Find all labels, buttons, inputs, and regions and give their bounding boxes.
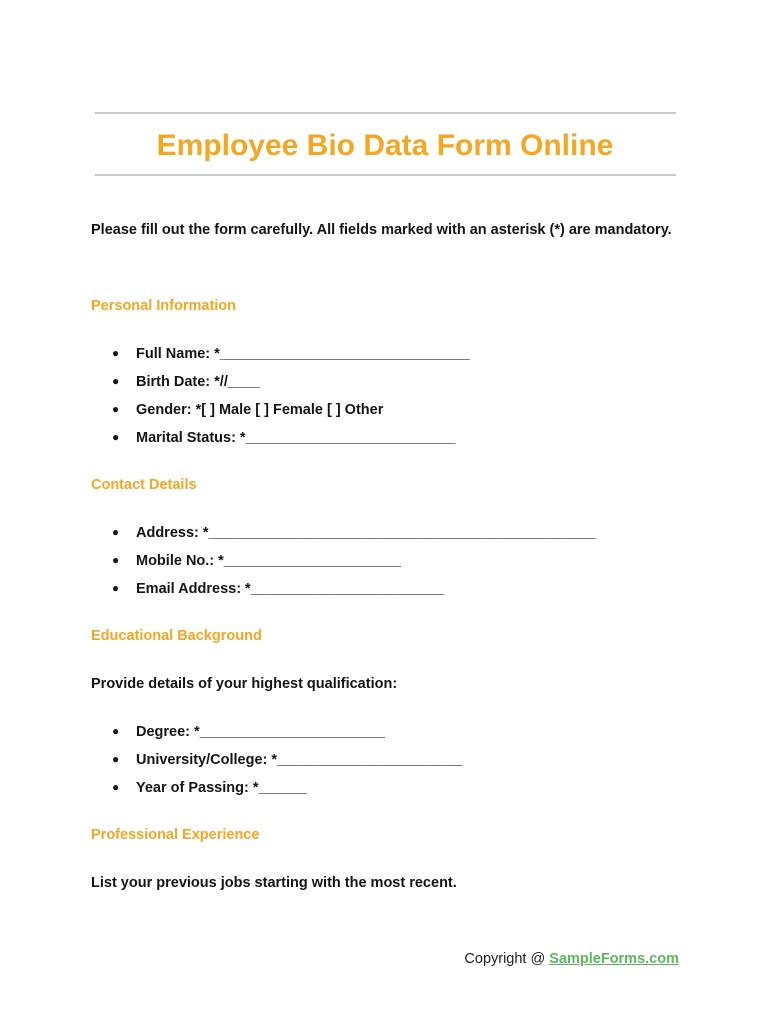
sampleforms-link[interactable]: SampleForms.com xyxy=(549,951,679,967)
field-label: Degree: *_______________________ xyxy=(136,724,386,740)
field-label: Gender: *[ ] Male [ ] Female [ ] Other xyxy=(136,402,384,418)
experience-intro: List your previous jobs starting with the most recent. xyxy=(91,875,457,891)
field-email[interactable] xyxy=(112,578,444,599)
page-title: Employee Bio Data Form Online xyxy=(156,129,614,162)
form-intro: Please fill out the form carefully. All fields marked with an asterisk (*) are mandatory. xyxy=(91,222,672,238)
field-label: Year of Passing: *______ xyxy=(136,780,307,796)
field-full-name[interactable] xyxy=(112,343,470,364)
education-intro: Provide details of your highest qualification: xyxy=(91,676,398,692)
bullet-icon: ● xyxy=(112,752,120,766)
bullet-icon: ● xyxy=(112,402,120,416)
field-address[interactable] xyxy=(112,522,596,543)
copyright-footer xyxy=(464,949,679,969)
bullet-icon: ● xyxy=(112,525,120,539)
bullet-icon: ● xyxy=(112,374,120,388)
bullet-icon: ● xyxy=(112,553,120,567)
copyright-prefix: Copyright @ xyxy=(464,951,550,967)
section-heading-education: Educational Background xyxy=(91,628,262,644)
section-heading-contact: Contact Details xyxy=(91,477,197,493)
section-heading-experience: Professional Experience xyxy=(91,827,260,843)
field-label: University/College: *_______________________ xyxy=(136,752,463,768)
field-label: Email Address: *________________________ xyxy=(136,581,445,597)
field-label: Marital Status: *__________________________ xyxy=(136,430,456,446)
field-birth-date[interactable] xyxy=(112,371,260,392)
field-label: Full Name: *_______________________________ xyxy=(136,346,470,362)
field-label: Mobile No.: *______________________ xyxy=(136,553,402,569)
bullet-icon: ● xyxy=(112,430,120,444)
top-divider xyxy=(95,112,676,114)
bullet-icon: ● xyxy=(112,780,120,794)
bottom-divider xyxy=(95,174,676,176)
field-mobile[interactable] xyxy=(112,550,401,571)
field-label: Birth Date: *//____ xyxy=(136,374,261,390)
field-year-of-passing[interactable] xyxy=(112,777,307,798)
bullet-icon: ● xyxy=(112,346,120,360)
field-marital-status[interactable] xyxy=(112,427,455,448)
bullet-icon: ● xyxy=(112,581,120,595)
field-university[interactable] xyxy=(112,749,463,770)
field-gender[interactable] xyxy=(112,399,383,420)
section-heading-personal: Personal Information xyxy=(91,298,237,314)
field-label: Address: *________________________________________________ xyxy=(136,525,596,541)
field-degree[interactable] xyxy=(112,721,385,742)
bullet-icon: ● xyxy=(112,724,120,738)
